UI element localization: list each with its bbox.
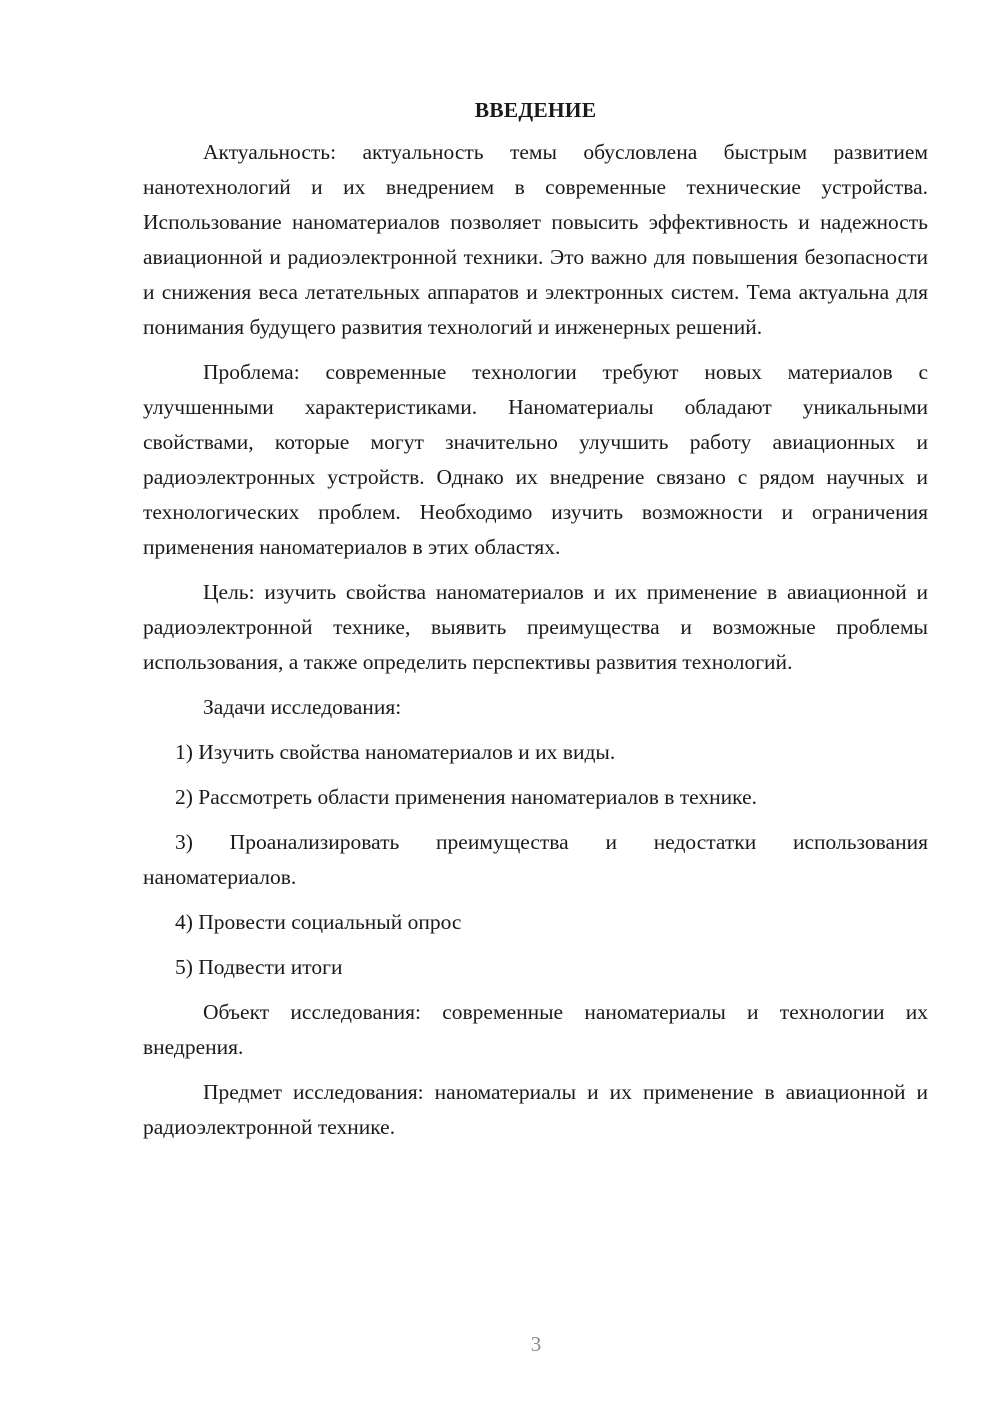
document-page bbox=[143, 95, 928, 1155]
research-object-paragraph: Объект исследования: современные наноматериалы и технологии их внедрения. bbox=[143, 1000, 928, 1059]
task-item-3: 3) Проанализировать преимущества и недостатки использования наноматериалов. bbox=[143, 830, 928, 889]
task-item-2: 2) Рассмотреть области применения наноматериалов в технике. bbox=[175, 785, 757, 809]
relevance-paragraph: Актуальность: актуальность темы обусловлена быстрым развитием нанотехнологий и их внедрением в современные технические устройства. Использование наноматериалов позволяет повысить эффективность и надежность авиационной и радиоэлектронной техники. Это важно для повышения безопасности и снижения веса летательных аппаратов и электронных систем. Тема актуальна для понимания будущего развития технологий и инженерных решений. bbox=[143, 140, 928, 339]
problem-paragraph: Проблема: современные технологии требуют новых материалов с улучшенными характеристиками. Наноматериалы обладают уникальными свойствами, которые могут значительно улучшить работу авиационных и радиоэлектронных устройств. Однако их внедрение связано с рядом научных и технологических проблем. Необходимо изучить возможности и ограничения применения наноматериалов в этих областях. bbox=[143, 360, 928, 559]
goal-paragraph: Цель: изучить свойства наноматериалов и их применение в авиационной и радиоэлектронной технике, выявить преимущества и возможные проблемы использования, а также определить перспективы развития технологий. bbox=[143, 580, 928, 674]
research-subject-paragraph: Предмет исследования: наноматериалы и их применение в авиационной и радиоэлектронной технике. bbox=[143, 1080, 928, 1139]
task-item-4: 4) Провести социальный опрос bbox=[175, 910, 462, 934]
page-number: 3 bbox=[530, 1332, 542, 1356]
task-item-5: 5) Подвести итоги bbox=[175, 955, 343, 979]
tasks-heading: Задачи исследования: bbox=[203, 695, 402, 719]
task-item-1: 1) Изучить свойства наноматериалов и их виды. bbox=[175, 740, 616, 764]
section-title: ВВЕДЕНИЕ bbox=[474, 98, 597, 122]
